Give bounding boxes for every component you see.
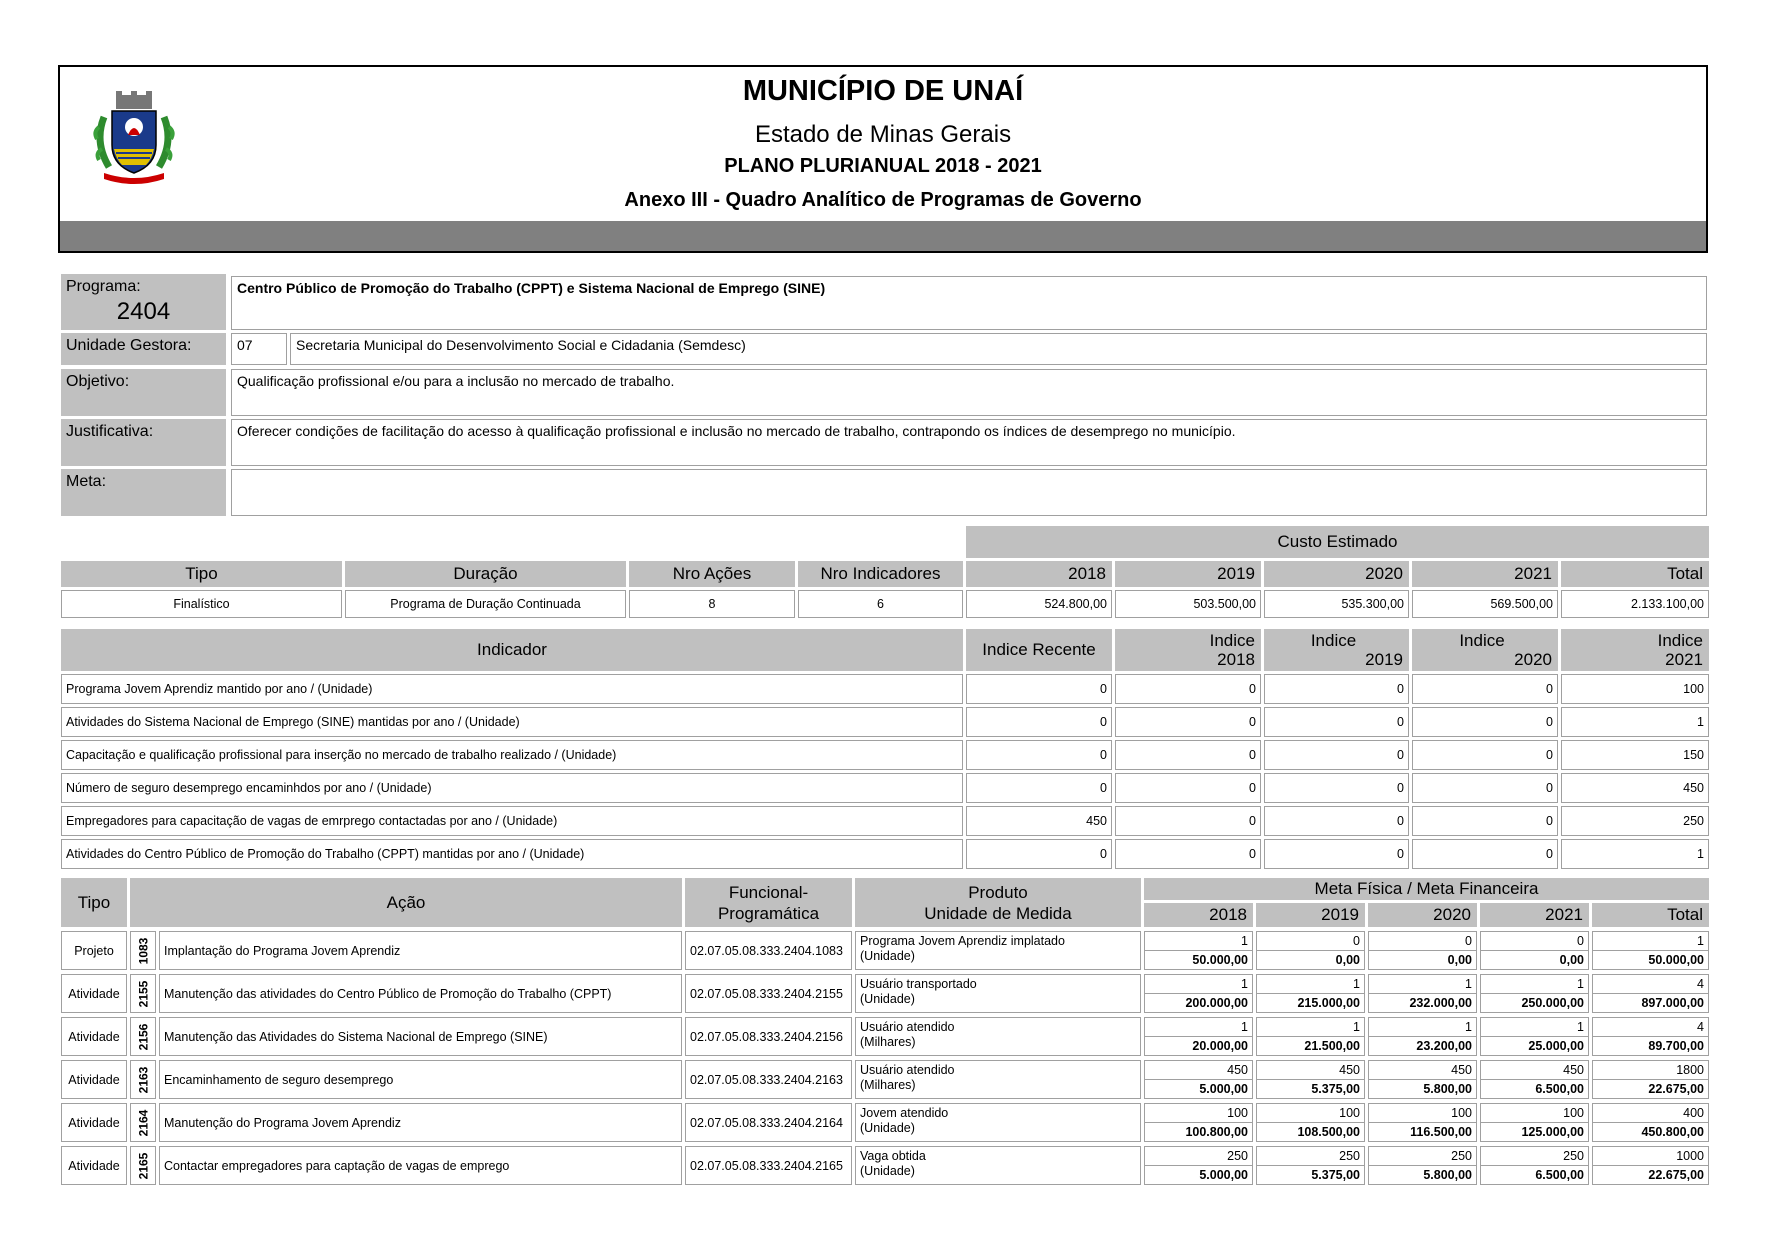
programa-label: Programa: (66, 278, 141, 295)
custo-value-tipo: Finalístico (61, 590, 342, 618)
funcional-header (685, 878, 852, 927)
meta-financeira: 215.000,00 (1297, 995, 1360, 1010)
produto-unidade: (Unidade) (860, 992, 915, 1006)
meta-year-header: 2019 (1256, 903, 1365, 927)
acao-tipo-header: Tipo (61, 878, 127, 927)
indice-header-2020 (1412, 629, 1558, 671)
indicador-value: 0 (966, 707, 1112, 737)
indicador-value: 1 (1561, 839, 1709, 869)
acao-code (130, 1146, 156, 1185)
meta-financeira: 450.800,00 (1641, 1124, 1704, 1139)
meta-cell (1480, 974, 1589, 1013)
meta-cell (1592, 974, 1709, 1013)
produto-header-line: Unidade de Medida (924, 903, 1072, 923)
indicador-value: 0 (1412, 707, 1558, 737)
meta-cell (1480, 1146, 1589, 1185)
indicador-value: 0 (1115, 740, 1261, 770)
meta-cell (1480, 1060, 1589, 1099)
meta-financeira: 5.800,00 (1423, 1081, 1472, 1096)
indicador-value: 0 (1115, 806, 1261, 836)
indicador-value: 0 (1412, 674, 1558, 704)
indice-header-year: 2018 (1217, 650, 1255, 669)
meta-fisica: 250 (1481, 1147, 1588, 1166)
meta-fisica: 4 (1593, 1018, 1708, 1037)
produto-cell (855, 1146, 1141, 1185)
meta-fisica: 400 (1593, 1104, 1708, 1123)
meta-fisica: 1000 (1593, 1147, 1708, 1166)
indicador-value: 0 (1115, 707, 1261, 737)
produto-unidade: (Unidade) (860, 1164, 915, 1178)
indicador-value: 0 (966, 773, 1112, 803)
indice-header-word: Indice (1310, 631, 1357, 650)
meta-fisica: 1 (1145, 932, 1252, 951)
produto-name: Usuário atendido (860, 1020, 955, 1034)
programa-label-cell (61, 274, 226, 330)
meta-financeira: 108.500,00 (1297, 1124, 1360, 1139)
indicador-name: Atividades do Centro Público de Promoção do Trabalho (CPPT) mantidas por ano / (Unidade) (61, 839, 963, 869)
meta-fisica: 1 (1257, 1018, 1364, 1037)
custo-value-nro-acoes: 8 (629, 590, 795, 618)
indicador-name: Empregadores para capacitação de vagas de emrprego contactadas por ano / (Unidade) (61, 806, 963, 836)
custo-value-duracao: Programa de Duração Continuada (345, 590, 626, 618)
meta-fisica: 1 (1593, 932, 1708, 951)
meta-cell (1256, 1017, 1365, 1056)
produto-header (855, 878, 1141, 927)
acao-tipo: Atividade (61, 974, 127, 1013)
custo-value-2020: 535.300,00 (1264, 590, 1409, 618)
programa-number: 2404 (116, 298, 171, 325)
produto-unidade: (Milhares) (860, 1035, 916, 1049)
header-band (60, 221, 1706, 251)
meta-financeira: 22.675,00 (1648, 1167, 1704, 1182)
produto-unidade: (Unidade) (860, 949, 915, 963)
indice-header-year: 2020 (1514, 650, 1552, 669)
custo-value-nro-indicadores: 6 (798, 590, 963, 618)
meta-fisica: 1 (1369, 1018, 1476, 1037)
meta-financeira: 5.375,00 (1311, 1081, 1360, 1096)
meta-financeira: 897.000,00 (1641, 995, 1704, 1010)
indicador-name: Programa Jovem Aprendiz mantido por ano / (Unidade) (61, 674, 963, 704)
meta-fisica: 450 (1257, 1061, 1364, 1080)
acao-tipo: Atividade (61, 1146, 127, 1185)
indicador-value: 0 (1412, 740, 1558, 770)
meta-financeira: 100.800,00 (1185, 1124, 1248, 1139)
meta-cell (1256, 974, 1365, 1013)
objetivo-text: Qualificação profissional e/ou para a inclusão no mercado de trabalho. (231, 369, 1707, 416)
indice-header-2019 (1264, 629, 1409, 671)
meta-cell (1144, 931, 1253, 970)
meta-fisica: 1 (1145, 1018, 1252, 1037)
meta-cell (1256, 931, 1365, 970)
meta-year-header: 2020 (1368, 903, 1477, 927)
indicador-header: Indicador (61, 629, 963, 671)
meta-cell (1368, 1103, 1477, 1142)
acao-name: Manutenção das Atividades do Sistema Nacional de Emprego (SINE) (159, 1017, 682, 1056)
acao-code (130, 931, 156, 970)
meta-cell (1144, 1017, 1253, 1056)
custo-header-nro-acoes: Nro Ações (629, 561, 795, 587)
produto-cell (855, 1017, 1141, 1056)
meta-fisica: 250 (1257, 1147, 1364, 1166)
produto-unidade: (Milhares) (860, 1078, 916, 1092)
indicador-value: 0 (1412, 806, 1558, 836)
acao-tipo: Projeto (61, 931, 127, 970)
meta-fisica: 250 (1145, 1147, 1252, 1166)
acao-code-text: 2164 (136, 1109, 151, 1136)
custo-value-total: 2.133.100,00 (1561, 590, 1709, 618)
meta-fisica: 1 (1481, 975, 1588, 994)
meta-fisica: 4 (1593, 975, 1708, 994)
meta-fisica-financeira-header: Meta Física / Meta Financeira (1144, 878, 1709, 900)
funcional-header-line: Programática (717, 903, 820, 923)
custo-value-2021: 569.500,00 (1412, 590, 1558, 618)
meta-cell (1480, 931, 1589, 970)
acao-name: Implantação do Programa Jovem Aprendiz (159, 931, 682, 970)
produto-name: Jovem atendido (860, 1106, 949, 1120)
indicador-value: 0 (1412, 839, 1558, 869)
acao-code-text: 1083 (136, 937, 151, 964)
meta-cell (1144, 1060, 1253, 1099)
meta-fisica: 100 (1145, 1104, 1252, 1123)
acao-code (130, 1060, 156, 1099)
meta-financeira: 89.700,00 (1648, 1038, 1704, 1053)
produto-cell (855, 1060, 1141, 1099)
acao-name: Manutenção das atividades do Centro Público de Promoção do Trabalho (CPPT) (159, 974, 682, 1013)
meta-financeira: 22.675,00 (1648, 1081, 1704, 1096)
indicador-name: Número de seguro desemprego encaminhdos por ano / (Unidade) (61, 773, 963, 803)
meta-financeira: 0,00 (1335, 952, 1360, 967)
funcional-programatica: 02.07.05.08.333.2404.1083 (685, 931, 852, 970)
custo-header-duracao: Duração (345, 561, 626, 587)
meta-cell (1480, 1017, 1589, 1056)
meta-fisica: 1 (1369, 975, 1476, 994)
meta-year-header: Total (1592, 903, 1709, 927)
meta-financeira: 250.000,00 (1521, 995, 1584, 1010)
meta-financeira: 50.000,00 (1648, 952, 1704, 967)
meta-financeira: 23.200,00 (1416, 1038, 1472, 1053)
unidade-label: Unidade Gestora: (61, 333, 226, 365)
indice-header-word: Indice (1209, 631, 1255, 650)
custo-header-2021: 2021 (1412, 561, 1558, 587)
meta-cell (1592, 1060, 1709, 1099)
document-header (58, 65, 1708, 253)
produto-header-line: Produto (968, 882, 1028, 902)
indicador-name: Atividades do Sistema Nacional de Emprego (SINE) mantidas por ano / (Unidade) (61, 707, 963, 737)
indicador-value: 450 (1561, 773, 1709, 803)
funcional-header-line: Funcional- (728, 882, 809, 902)
indicador-value: 0 (1412, 773, 1558, 803)
meta-cell (1592, 931, 1709, 970)
meta-cell (1480, 1103, 1589, 1142)
meta-fisica: 100 (1257, 1104, 1364, 1123)
meta-cell (1144, 1103, 1253, 1142)
meta-financeira: 50.000,00 (1192, 952, 1248, 967)
acao-header: Ação (130, 878, 682, 927)
meta-cell (1368, 974, 1477, 1013)
indicador-value: 0 (1115, 674, 1261, 704)
custo-header-nro-indicadores: Nro Indicadores (798, 561, 963, 587)
indicador-value: 0 (1264, 707, 1409, 737)
produto-name: Usuário transportado (860, 977, 977, 991)
acao-code-text: 2155 (136, 980, 151, 1007)
funcional-programatica: 02.07.05.08.333.2404.2155 (685, 974, 852, 1013)
indice-header-year: 2021 (1665, 650, 1703, 669)
acao-code (130, 1017, 156, 1056)
indicador-value: 0 (1264, 806, 1409, 836)
meta-cell (1256, 1060, 1365, 1099)
meta-year-header: 2018 (1144, 903, 1253, 927)
custo-header-2019: 2019 (1115, 561, 1261, 587)
meta-fisica: 1 (1145, 975, 1252, 994)
acao-tipo: Atividade (61, 1017, 127, 1056)
indice-header-2021 (1561, 629, 1709, 671)
meta-financeira: 5.000,00 (1199, 1167, 1248, 1182)
meta-fisica: 1800 (1593, 1061, 1708, 1080)
acao-name: Contactar empregadores para captação de vagas de emprego (159, 1146, 682, 1185)
meta-fisica: 450 (1145, 1061, 1252, 1080)
acao-code-text: 2156 (136, 1023, 151, 1050)
custo-header-tipo: Tipo (61, 561, 342, 587)
indicador-name: Capacitação e qualificação profissional para inserção no mercado de trabalho realizado / (Unidade) (61, 740, 963, 770)
produto-cell (855, 1103, 1141, 1142)
meta-financeira: 5.800,00 (1423, 1167, 1472, 1182)
indicador-value: 0 (1264, 740, 1409, 770)
meta-fisica: 0 (1257, 932, 1364, 951)
produto-name: Programa Jovem Aprendiz implatado (860, 934, 1065, 948)
custo-header-total: Total (1561, 561, 1709, 587)
justificativa-label: Justificativa: (61, 419, 226, 466)
produto-name: Vaga obtida (860, 1149, 926, 1163)
meta-fisica: 1 (1481, 1018, 1588, 1037)
meta-cell (1368, 1017, 1477, 1056)
unidade-code: 07 (231, 333, 287, 365)
indice-header-word: Indice (1459, 631, 1505, 650)
meta-financeira: 25.000,00 (1528, 1038, 1584, 1053)
meta-fisica: 100 (1481, 1104, 1588, 1123)
meta-financeira: 21.500,00 (1304, 1038, 1360, 1053)
municipality-title: MUNICÍPIO DE UNAÍ (742, 75, 1024, 107)
indicador-value: 0 (966, 740, 1112, 770)
meta-year-header: 2021 (1480, 903, 1589, 927)
indicador-value: 0 (1264, 773, 1409, 803)
meta-label: Meta: (61, 469, 226, 516)
meta-cell (1592, 1103, 1709, 1142)
indicador-value: 0 (1115, 773, 1261, 803)
indicador-value: 150 (1561, 740, 1709, 770)
meta-fisica: 100 (1369, 1104, 1476, 1123)
unidade-name: Secretaria Municipal do Desenvolvimento Social e Cidadania (Semdesc) (290, 333, 1707, 365)
meta-text (231, 469, 1707, 516)
meta-cell (1144, 974, 1253, 1013)
meta-cell (1368, 1146, 1477, 1185)
produto-cell (855, 974, 1141, 1013)
meta-cell (1592, 1146, 1709, 1185)
meta-financeira: 0,00 (1559, 952, 1584, 967)
indice-recente-header: Indice Recente (966, 629, 1112, 671)
acao-tipo: Atividade (61, 1060, 127, 1099)
meta-financeira: 0,00 (1447, 952, 1472, 967)
programa-name: Centro Público de Promoção do Trabalho (CPPT) e Sistema Nacional de Emprego (SINE) (231, 276, 1707, 330)
indicador-value: 0 (966, 839, 1112, 869)
custo-value-2018: 524.800,00 (966, 590, 1112, 618)
indice-header-word: Indice (1657, 631, 1703, 650)
meta-cell (1592, 1017, 1709, 1056)
funcional-programatica: 02.07.05.08.333.2404.2164 (685, 1103, 852, 1142)
meta-financeira: 200.000,00 (1185, 995, 1248, 1010)
funcional-programatica: 02.07.05.08.333.2404.2163 (685, 1060, 852, 1099)
custo-header-2020: 2020 (1264, 561, 1409, 587)
indicador-value: 1 (1561, 707, 1709, 737)
meta-cell (1368, 931, 1477, 970)
indicador-value: 250 (1561, 806, 1709, 836)
meta-financeira: 5.000,00 (1199, 1081, 1248, 1096)
produto-cell (855, 931, 1141, 970)
acao-tipo: Atividade (61, 1103, 127, 1142)
meta-fisica: 450 (1369, 1061, 1476, 1080)
objetivo-label: Objetivo: (61, 369, 226, 416)
custo-value-2019: 503.500,00 (1115, 590, 1261, 618)
acao-name: Manutenção do Programa Jovem Aprendiz (159, 1103, 682, 1142)
indicador-value: 100 (1561, 674, 1709, 704)
custo-estimado-header: Custo Estimado (966, 526, 1709, 558)
acao-code-text: 2165 (136, 1152, 151, 1179)
meta-fisica: 250 (1369, 1147, 1476, 1166)
acao-code-text: 2163 (136, 1066, 151, 1093)
indicador-value: 0 (1115, 839, 1261, 869)
produto-name: Usuário atendido (860, 1063, 955, 1077)
meta-financeira: 125.000,00 (1521, 1124, 1584, 1139)
meta-financeira: 5.375,00 (1311, 1167, 1360, 1182)
meta-financeira: 116.500,00 (1410, 1124, 1472, 1139)
meta-financeira: 232.000,00 (1409, 995, 1472, 1010)
meta-fisica: 450 (1481, 1061, 1588, 1080)
meta-cell (1256, 1103, 1365, 1142)
meta-fisica: 0 (1481, 932, 1588, 951)
custo-header-2018: 2018 (966, 561, 1112, 587)
plan-title: PLANO PLURIANUAL 2018 - 2021 (724, 155, 1042, 177)
meta-financeira: 6.500,00 (1535, 1081, 1584, 1096)
meta-cell (1144, 1146, 1253, 1185)
meta-fisica: 1 (1257, 975, 1364, 994)
state-title: Estado de Minas Gerais (754, 121, 1012, 148)
meta-fisica: 0 (1369, 932, 1476, 951)
indice-header-year: 2019 (1365, 650, 1403, 669)
acao-code (130, 1103, 156, 1142)
funcional-programatica: 02.07.05.08.333.2404.2156 (685, 1017, 852, 1056)
indicador-value: 450 (966, 806, 1112, 836)
acao-code (130, 974, 156, 1013)
meta-cell (1256, 1146, 1365, 1185)
produto-unidade: (Unidade) (860, 1121, 915, 1135)
indice-header-2018 (1115, 629, 1261, 671)
indicador-value: 0 (966, 674, 1112, 704)
acao-name: Encaminhamento de seguro desemprego (159, 1060, 682, 1099)
meta-financeira: 6.500,00 (1535, 1167, 1584, 1182)
indicador-value: 0 (1264, 839, 1409, 869)
meta-cell (1368, 1060, 1477, 1099)
annex-title: Anexo III - Quadro Analítico de Programas de Governo (624, 189, 1142, 211)
justificativa-text: Oferecer condições de facilitação do acesso à qualificação profissional e inclusão no mercado de trabalho, contrapondo os índices de desemprego no município. (231, 419, 1707, 466)
funcional-programatica: 02.07.05.08.333.2404.2165 (685, 1146, 852, 1185)
indicador-value: 0 (1264, 674, 1409, 704)
meta-financeira: 20.000,00 (1192, 1038, 1248, 1053)
